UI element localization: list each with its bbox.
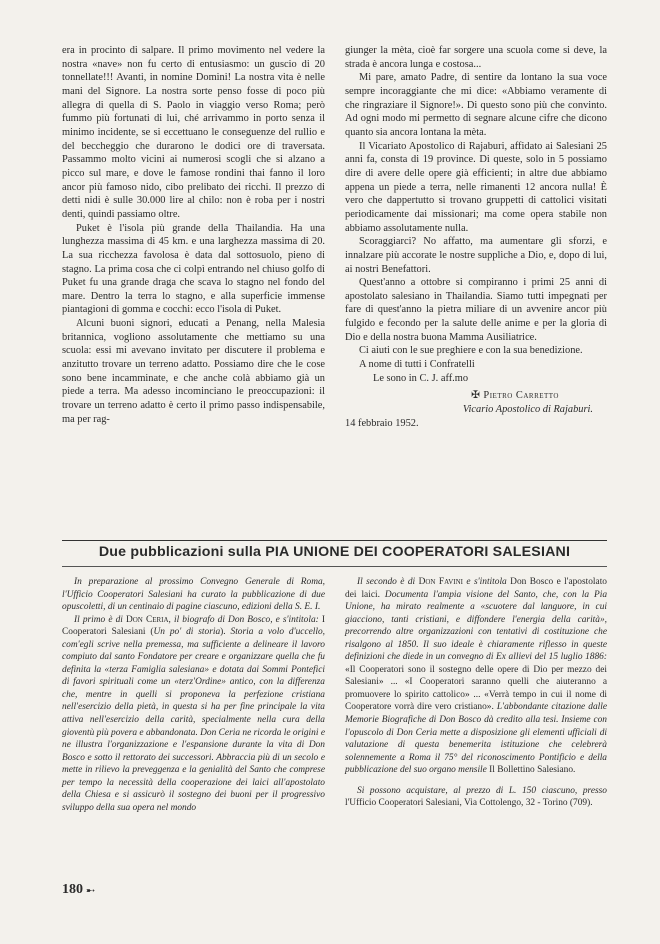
review-text: Il primo è di (74, 614, 126, 625)
purchase-address: l'Ufficio Cooperatori Salesiani, Via Cottolengo, 32 - Torino (709). (345, 798, 593, 809)
letter-paragraph: Quest'anno a ottobre si compiranno i primi 25 anni di apostolato salesiano in Thailandia. Siamo tutti impegnati per fare di quest'anno la pietra miliare di un avvenire ancor più fulgido e fecondo per la salute delle anime e per la gloria di Dio e della nostra buona Mamma Ausiliatrice. (345, 277, 607, 343)
review-text: e s'intitola (463, 577, 511, 587)
letter-column-left (62, 44, 325, 426)
signature-block (345, 389, 607, 430)
review-text: , il biografo di Don Bosco, e s'intitola: (168, 614, 322, 625)
letter-paragraph: giunger la mèta, cioè far sorgere una scuola come si deve, la strada è ancora lunga e costosa... (345, 45, 607, 70)
closing-greeting: Le sono in C. J. aff.mo (373, 372, 469, 384)
letter-paragraph: Il Vicariato Apostolico di Rajaburi, affidato ai Salesiani 25 anni fa, consta di 19 province. Di queste, solo in 5 possiamo dire di avere delle opere già efficienti; in altre due abbiamo appena un piede a terra, nelle rimanenti 12 ancora nulla! È vero che dappertutto si trovano gruppetti di cattolici visitati periodicamente dai missionari; ma come opera stabile non abbiamo assolutamente nulla. (345, 140, 607, 234)
author-name: Don Ceria (125, 614, 169, 625)
closing-greeting: A nome di tutti i Confratelli (359, 359, 475, 371)
signature-title: Vicario Apostolico di Rajaburi. (462, 404, 593, 416)
letter-paragraph: Alcuni buoni signori, educati a Penang, nella Malesia britannica, vogliono assolutamente che mettiamo su una scuola: essi mi avevano invitato per discutere il problema e anzitutto trovare un terreno adatto. Possiamo dire che le cose sono bene incamminate, e che anche colà abbiamo già un piede a terra. Ma adesso incominciano le preoccupazioni: il trovare un terreno adatto è certo il primo passo indispensabile, ma per rag- (62, 318, 325, 425)
purchase-text: Si possono acquistare, al prezzo di L. 150 ciascuno, presso (357, 785, 607, 796)
letter-column-right (345, 44, 607, 430)
review-paragraph (345, 576, 607, 777)
purchase-note (345, 785, 607, 810)
review-paragraph: In preparazione al prossimo Convegno Generale di Roma, l'Ufficio Cooperatori Salesiani ha curato la pubblicazione di due opuscoletti, di un centinaio di pagine ciascuno, edizioni della S. E. I. (62, 577, 325, 613)
review-text: L'abbondante citazione dalle Memorie Biografiche di Don Bosco dà credito alla tesi. Insieme con l'opuscolo di Don Ceria mette a disposizione gli elementi ufficiali di valutazione di questa benemerita istituzione che celebrerà solennemente a Roma il 75° del riconoscimento Pontificio e della pubblicazione del suo organo mensile (345, 702, 607, 776)
periodical-title: Il Bollettino Salesiano. (489, 765, 576, 776)
review-paragraph (62, 614, 325, 815)
letter-paragraph: Mi pare, amato Padre, di sentire da lontano la sua voce sempre incoraggiante che mi dice: «Abbiamo veramente di che ringraziare il Signore!». Di questo sono più che convinto. Ad ogni modo mi permetto di segnare alcune cifre che dicono quanto sia ancora lontana la mèta. (345, 72, 607, 138)
book-subtitle: Un po' di storia (153, 627, 221, 638)
heading-divider (62, 540, 607, 541)
heading-divider (62, 566, 607, 567)
quotation: «Il Cooperatori sono il sostegno delle opere di Dio per mezzo dei Salesiani» ... «I Cooperatori saranno quelli che aiuteranno a promuovere lo spirito cattolico» ... «Verrà tempo in cui il nome di Cooperatore vorrà dire vero cristiano». (345, 664, 607, 713)
page-number: 180 (62, 882, 83, 897)
author-name: Don Favini (418, 577, 464, 587)
review-column-right (345, 576, 607, 810)
book-title: I Cooperatori Salesiani ( (62, 614, 325, 638)
section-heading: Due pubblicazioni sulla PIA UNIONE DEI COOPERATORI SALESIANI (98, 544, 571, 560)
review-text: Il secondo è di (357, 577, 419, 587)
review-text: Documenta l'ampia visione del Santo, che, con la Pia Unione, ha mirato realmente a «scuotere dal languore, in cui giacciono, tanti cristiani, e diffondere l'energia della carità», precorrendo altre organizzazioni con tentativi di costituzione che risalgono al 1850. Il suo ideale è chiaramente riflesso in queste definizioni che diede in un convegno di Ex allievi del 15 luglio 1886: (345, 589, 608, 663)
hand-arrow-icon: ➸ (86, 885, 96, 897)
signature-name: ✠ Pietro Carretto (471, 390, 559, 402)
book-title: Don Bosco e l'apostolato dei laici. (345, 577, 607, 600)
review-text: Storia a volo d'uccello, com'egli scrive nella premessa, ma sufficiente a delineare il lavoro compiuto dal santo Fondatore per creare e organizzare quella che fu definita la «terza Famiglia salesiana» e dotata dai Sommi Pontefici di favori spirituali come un «terz'Ordine» antico, con la differenza che, mentre in quelli si proponeva la perfezione cristiana nell'esercizio della pietà, in questa si ha per fine principale la vita attiva nell'esercizio della carità, specialmente nella cura della gioventù più povera e abbandonata. Don Ceria ne ricorda le origini e ne illustra l'organizzazione e l'espansione durante la vita di Don Bosco e sotto il rettorato dei successori. Abbraccia più di un secolo e mette in rilievo la preveggenza e la genialità del Santo che comprese per tempo la necessità della cooperazione dei laici all'apostolato della Chiesa e si assicurò il sostegno dei buoni per il progressivo sviluppo della sua opera nel mondo (62, 627, 326, 813)
letter-paragraph: Ci aiuti con le sue preghiere e con la sua benedizione. (359, 345, 583, 357)
letter-paragraph: era in procinto di salpare. Il primo movimento nel vedere la nostra «nave» non fu certo di entusiasmo: un guscio di 20 tonnellate!!! Avanti, in nomine Domini! La nostra vita è nelle mani del Signore. La nostra sorte penso fosse di poco più allegra di quella di S. Paolo in viaggio verso Roma; però fummo più fortunati di lui, ché arrivammo in porto senza il minimo incidente, se si eccettuano le conseguenze del rullio e del beccheggio che durarono le dodici ore di traversata. Passammo molto vicini ai numerosi scogli che si alzano a picco sul mare, e dove le famose rondini thai fanno il loro ancor più famoso nido, cibo prelibato dei ricchi. Il prezzo di detti nidi è sulle 30.000 lire al chilo: non è roba per i nostri denti, quindi passiamo oltre. (62, 45, 325, 220)
review-text: ). (220, 627, 226, 638)
review-column-left (62, 576, 325, 814)
letter-date: 14 febbraio 1952. (345, 417, 419, 429)
letter-paragraph: Scoraggiarci? No affatto, ma aumentare gli sforzi, e innalzare più accorate le nostre suppliche a Dio, e, dopo di lui, ai nostri Benefattori. (345, 236, 607, 275)
letter-paragraph: Puket è l'isola più grande della Thailandia. Ha una lunghezza massima di 45 km. e una larghezza massima di 20. La sua ricchezza favolosa è data dal sottosuolo, pieno di stagno. La prima cosa che ci colpì entrando nel chiuso golfo di Puket fu una grande draga che scava lo stagno nel fondo del mare. Dentro la terra lo stagno, e alla superficie immense piantagioni di gomma e cocchi: ecco l'isola di Puket. (62, 222, 325, 316)
